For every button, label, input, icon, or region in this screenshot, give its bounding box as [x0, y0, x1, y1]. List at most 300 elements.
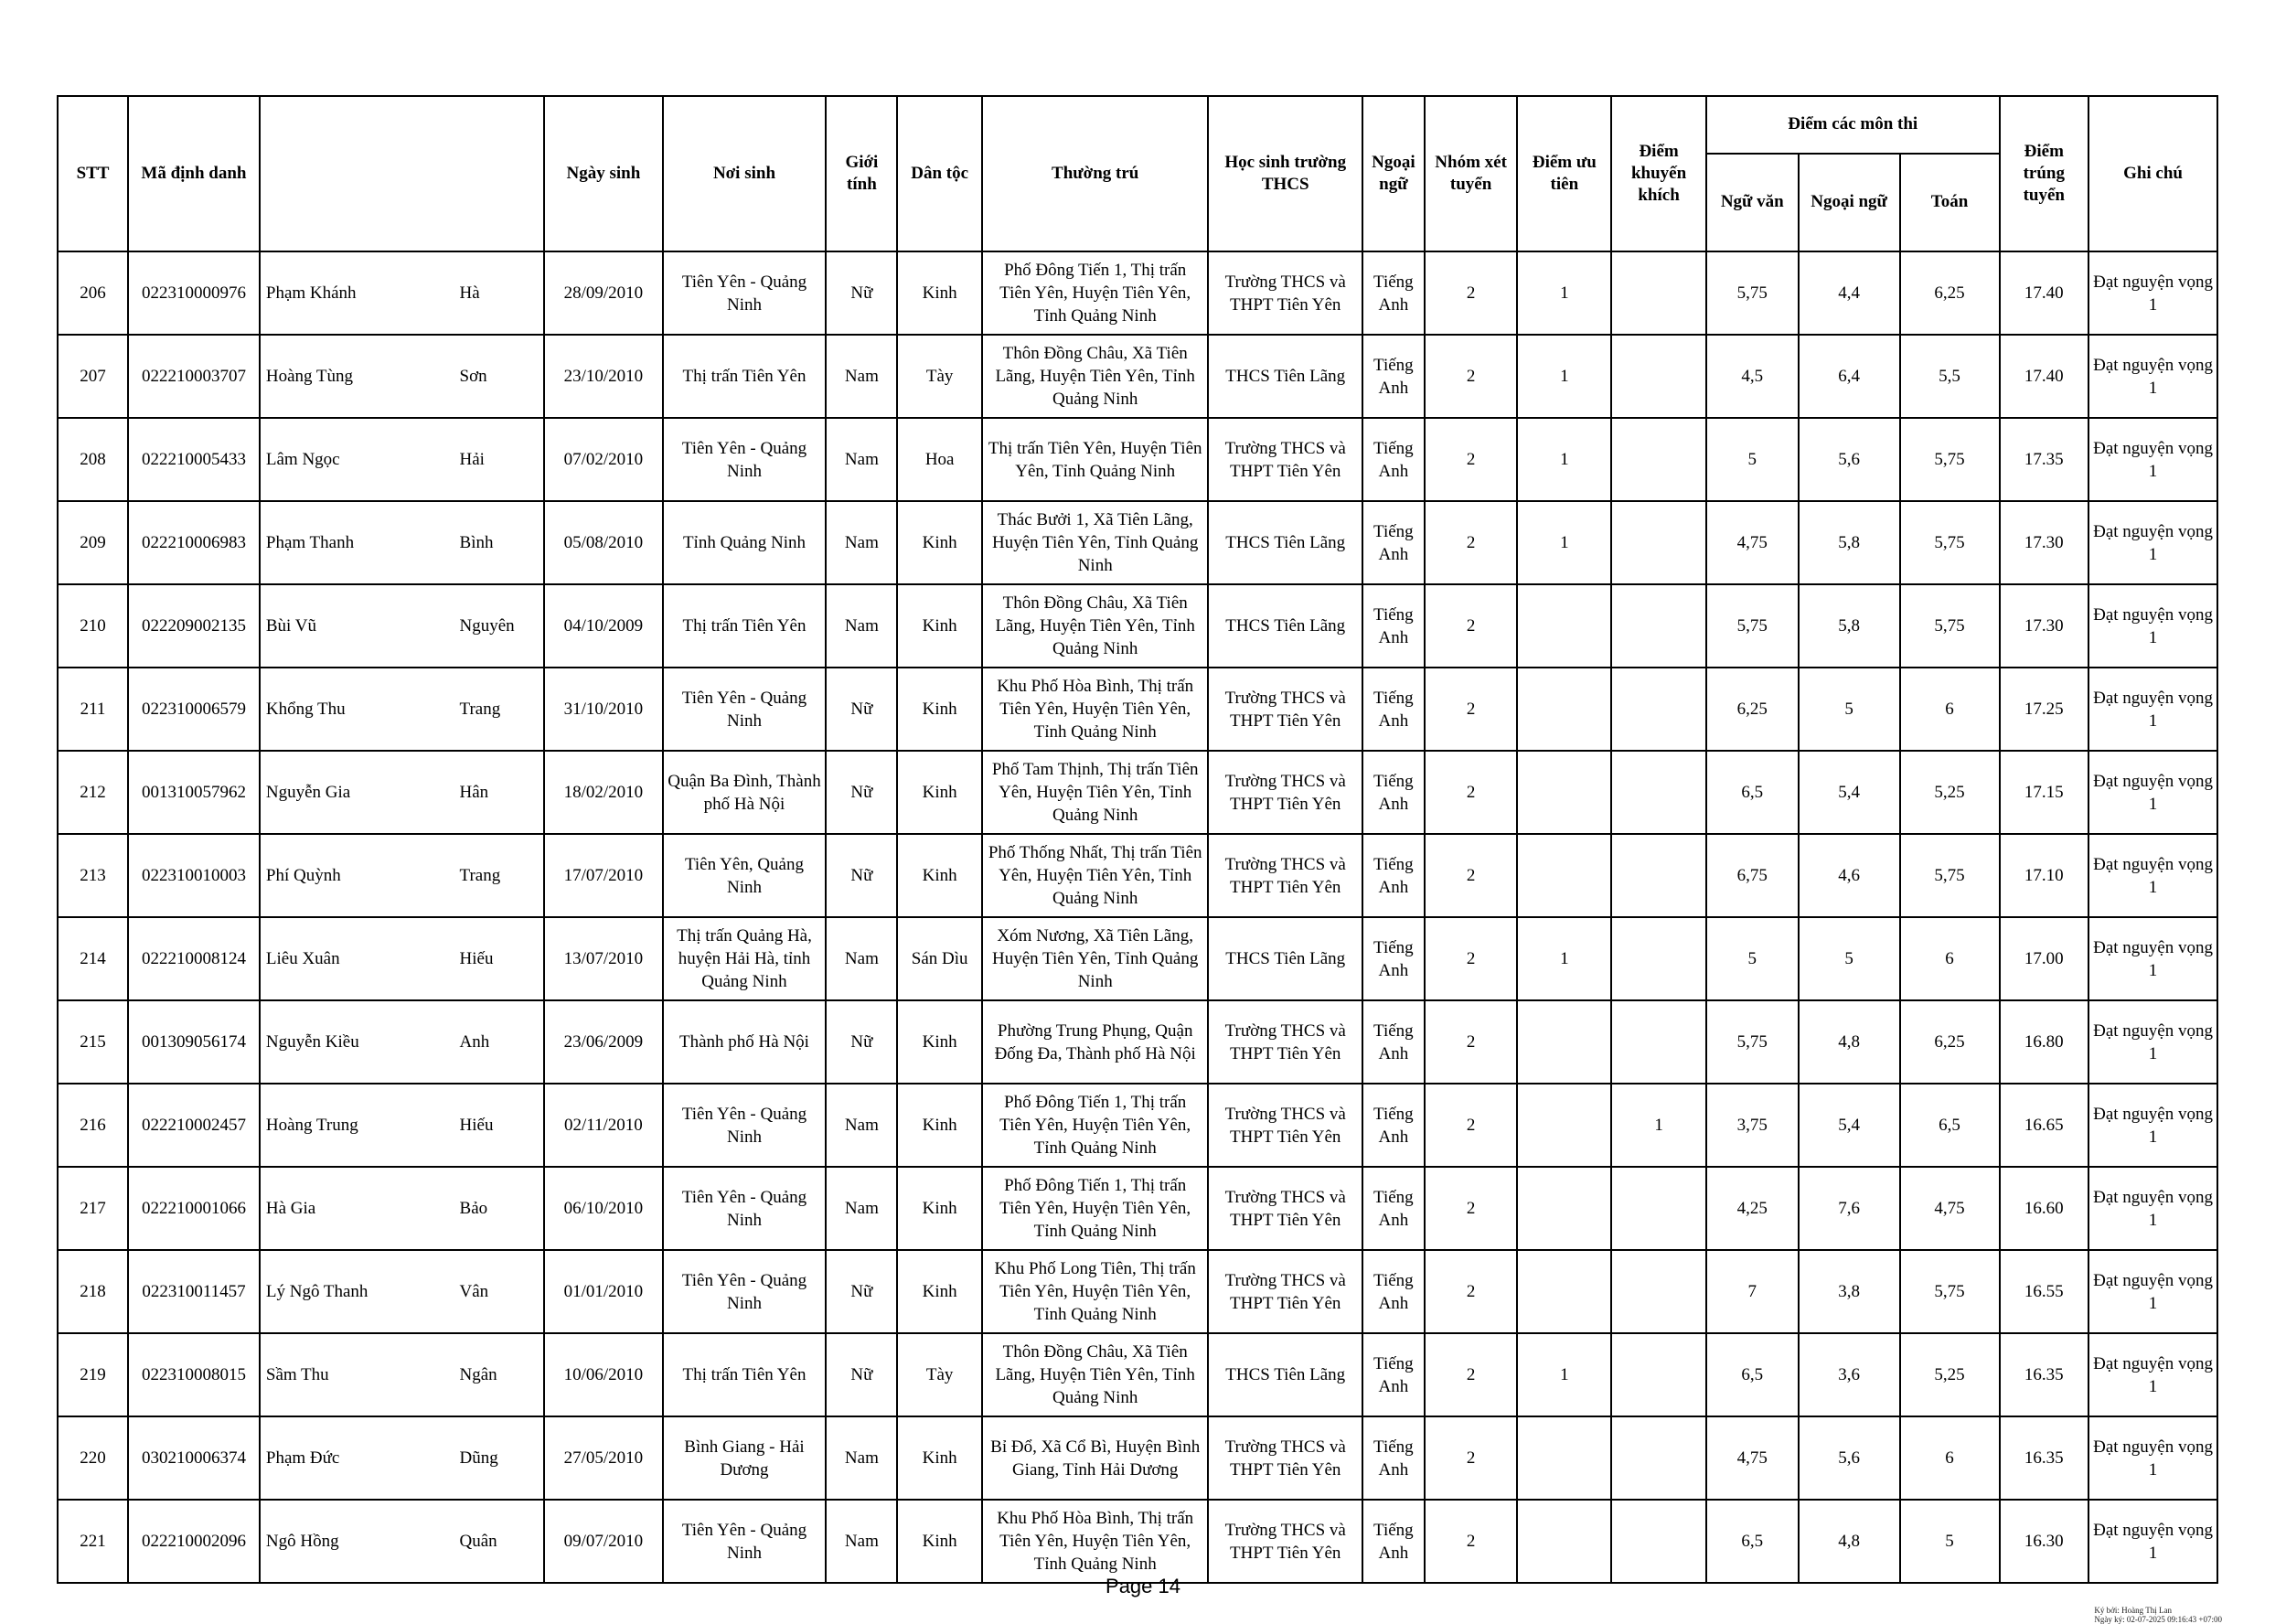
cell-ma-dinh-danh: 022210002457: [128, 1084, 260, 1167]
cell-hoc-sinh-truong: THCS Tiên Lãng: [1208, 584, 1362, 668]
cell-thuong-tru: Bỉ Đổ, Xã Cổ Bì, Huyện Bình Giang, Tỉnh Hải Dương: [982, 1416, 1209, 1500]
cell-ngu-van: 6,5: [1706, 1500, 1799, 1583]
cell-ghi-chu: Đạt nguyện vọng 1: [2088, 751, 2217, 834]
cell-dan-toc: Hoa: [897, 418, 981, 501]
cell-ten: Anh: [454, 1000, 545, 1084]
admission-results-table: [57, 95, 2218, 1584]
cell-diem-khuyen-khich: 1: [1611, 1084, 1706, 1167]
cell-diem-uu-tien: 1: [1517, 418, 1611, 501]
cell-ngu-van: 6,5: [1706, 1333, 1799, 1416]
cell-noi-sinh: Thị trấn Tiên Yên: [663, 335, 827, 418]
cell-diem-uu-tien: [1517, 1500, 1611, 1583]
cell-thuong-tru: Phố Đông Tiến 1, Thị trấn Tiên Yên, Huyện Tiên Yên, Tỉnh Quảng Ninh: [982, 251, 1209, 335]
cell-stt: 216: [58, 1084, 128, 1167]
cell-hoc-sinh-truong: Trường THCS và THPT Tiên Yên: [1208, 418, 1362, 501]
cell-ghi-chu: Đạt nguyện vọng 1: [2088, 418, 2217, 501]
cell-ngoai-ngu: Tiếng Anh: [1362, 501, 1425, 584]
cell-ngay-sinh: 01/01/2010: [544, 1250, 662, 1333]
cell-toan: 5,75: [1900, 501, 2000, 584]
table-header: [58, 96, 2217, 251]
cell-ngoai-ngu-diem: 5: [1799, 917, 1900, 1000]
cell-ngu-van: 4,75: [1706, 1416, 1799, 1500]
cell-dan-toc: Tày: [897, 1333, 981, 1416]
cell-ten: Hiếu: [454, 917, 545, 1000]
cell-ma-dinh-danh: 022310000976: [128, 251, 260, 335]
cell-ngoai-ngu: Tiếng Anh: [1362, 335, 1425, 418]
cell-hoc-sinh-truong: Trường THCS và THPT Tiên Yên: [1208, 834, 1362, 917]
cell-dan-toc: Kinh: [897, 584, 981, 668]
header-diem-uu-tien: Điểm ưu tiên: [1517, 96, 1611, 251]
cell-ngay-sinh: 02/11/2010: [544, 1084, 662, 1167]
cell-ten: Dũng: [454, 1416, 545, 1500]
cell-gioi-tinh: Nam: [826, 917, 897, 1000]
cell-diem-khuyen-khich: [1611, 1416, 1706, 1500]
cell-ngoai-ngu: Tiếng Anh: [1362, 584, 1425, 668]
cell-diem-uu-tien: 1: [1517, 251, 1611, 335]
cell-gioi-tinh: Nam: [826, 335, 897, 418]
table-row: [58, 1333, 2217, 1416]
header-gioi-tinh: Giới tính: [826, 96, 897, 251]
cell-diem-uu-tien: [1517, 1000, 1611, 1084]
cell-ghi-chu: Đạt nguyện vọng 1: [2088, 917, 2217, 1000]
cell-ngu-van: 5,75: [1706, 584, 1799, 668]
cell-dan-toc: Kinh: [897, 834, 981, 917]
cell-toan: 5,75: [1900, 1250, 2000, 1333]
cell-noi-sinh: Tiên Yên - Quảng Ninh: [663, 251, 827, 335]
page-number: Page 14: [1106, 1575, 1180, 1597]
cell-diem-trung-tuyen: 17.15: [2000, 751, 2089, 834]
cell-ngoai-ngu-diem: 7,6: [1799, 1167, 1900, 1250]
cell-nhom-xet-tuyen: 2: [1425, 834, 1518, 917]
cell-ma-dinh-danh: 022210008124: [128, 917, 260, 1000]
cell-toan: 5,25: [1900, 751, 2000, 834]
header-ma-dinh-danh: Mã định danh: [128, 96, 260, 251]
cell-diem-uu-tien: [1517, 1084, 1611, 1167]
cell-ma-dinh-danh: 022310006579: [128, 668, 260, 751]
cell-ngoai-ngu-diem: 5,8: [1799, 501, 1900, 584]
cell-nhom-xet-tuyen: 2: [1425, 335, 1518, 418]
cell-ngoai-ngu-diem: 3,8: [1799, 1250, 1900, 1333]
table-body: [58, 251, 2217, 1583]
cell-thuong-tru: Khu Phố Hòa Bình, Thị trấn Tiên Yên, Huyện Tiên Yên, Tỉnh Quảng Ninh: [982, 1500, 1209, 1583]
table-row: [58, 917, 2217, 1000]
cell-thuong-tru: Thị trấn Tiên Yên, Huyện Tiên Yên, Tỉnh Quảng Ninh: [982, 418, 1209, 501]
cell-gioi-tinh: Nữ: [826, 668, 897, 751]
digital-signature: [2094, 1606, 2222, 1624]
cell-ten: Hải: [454, 418, 545, 501]
cell-ngu-van: 4,25: [1706, 1167, 1799, 1250]
cell-toan: 5,75: [1900, 418, 2000, 501]
cell-ngoai-ngu-diem: 5,4: [1799, 1084, 1900, 1167]
table-row: [58, 418, 2217, 501]
cell-ngay-sinh: 07/02/2010: [544, 418, 662, 501]
cell-ngay-sinh: 09/07/2010: [544, 1500, 662, 1583]
cell-ho: Hoàng Trung: [260, 1084, 454, 1167]
cell-thuong-tru: Xóm Nương, Xã Tiên Lãng, Huyện Tiên Yên, Tỉnh Quảng Ninh: [982, 917, 1209, 1000]
cell-ngoai-ngu-diem: 5,6: [1799, 418, 1900, 501]
cell-ngoai-ngu: Tiếng Anh: [1362, 1000, 1425, 1084]
cell-ngu-van: 5: [1706, 917, 1799, 1000]
cell-diem-khuyen-khich: [1611, 335, 1706, 418]
cell-hoc-sinh-truong: Trường THCS và THPT Tiên Yên: [1208, 751, 1362, 834]
cell-nhom-xet-tuyen: 2: [1425, 251, 1518, 335]
cell-toan: 4,75: [1900, 1167, 2000, 1250]
cell-dan-toc: Kinh: [897, 1084, 981, 1167]
cell-ho: Liêu Xuân: [260, 917, 454, 1000]
cell-diem-khuyen-khich: [1611, 251, 1706, 335]
cell-ngay-sinh: 23/06/2009: [544, 1000, 662, 1084]
cell-diem-uu-tien: [1517, 1167, 1611, 1250]
cell-ngu-van: 3,75: [1706, 1084, 1799, 1167]
cell-nhom-xet-tuyen: 2: [1425, 917, 1518, 1000]
cell-dan-toc: Sán Dìu: [897, 917, 981, 1000]
cell-nhom-xet-tuyen: 2: [1425, 418, 1518, 501]
cell-ngay-sinh: 23/10/2010: [544, 335, 662, 418]
header-toan: Toán: [1900, 154, 2000, 251]
table-row: [58, 501, 2217, 584]
cell-nhom-xet-tuyen: 2: [1425, 1084, 1518, 1167]
table-row: [58, 1250, 2217, 1333]
cell-ma-dinh-danh: 022210005433: [128, 418, 260, 501]
cell-nhom-xet-tuyen: 2: [1425, 1333, 1518, 1416]
cell-ho: Nguyễn Gia: [260, 751, 454, 834]
cell-diem-khuyen-khich: [1611, 1333, 1706, 1416]
cell-diem-uu-tien: [1517, 751, 1611, 834]
cell-diem-trung-tuyen: 16.60: [2000, 1167, 2089, 1250]
cell-diem-khuyen-khich: [1611, 668, 1706, 751]
cell-ten: Trang: [454, 834, 545, 917]
cell-diem-khuyen-khich: [1611, 418, 1706, 501]
cell-diem-uu-tien: 1: [1517, 501, 1611, 584]
cell-ngoai-ngu: Tiếng Anh: [1362, 1416, 1425, 1500]
cell-gioi-tinh: Nữ: [826, 1250, 897, 1333]
cell-ho: Sầm Thu: [260, 1333, 454, 1416]
cell-noi-sinh: Thị trấn Tiên Yên: [663, 584, 827, 668]
cell-ngay-sinh: 18/02/2010: [544, 751, 662, 834]
cell-ten: Hiếu: [454, 1084, 545, 1167]
cell-stt: 209: [58, 501, 128, 584]
cell-toan: 6: [1900, 668, 2000, 751]
cell-ngu-van: 5,75: [1706, 251, 1799, 335]
cell-diem-uu-tien: [1517, 834, 1611, 917]
cell-ngu-van: 6,75: [1706, 834, 1799, 917]
cell-stt: 211: [58, 668, 128, 751]
header-diem-cac-mon-thi: Điểm các môn thi: [1706, 96, 2000, 154]
table-row: [58, 834, 2217, 917]
cell-noi-sinh: Tiên Yên - Quảng Ninh: [663, 1500, 827, 1583]
cell-nhom-xet-tuyen: 2: [1425, 1500, 1518, 1583]
cell-ngoai-ngu-diem: 5: [1799, 668, 1900, 751]
cell-diem-uu-tien: [1517, 668, 1611, 751]
cell-gioi-tinh: Nữ: [826, 1333, 897, 1416]
cell-ngay-sinh: 31/10/2010: [544, 668, 662, 751]
cell-toan: 5,25: [1900, 1333, 2000, 1416]
cell-ma-dinh-danh: 001310057962: [128, 751, 260, 834]
cell-ten: Sơn: [454, 335, 545, 418]
cell-dan-toc: Kinh: [897, 501, 981, 584]
cell-stt: 215: [58, 1000, 128, 1084]
cell-nhom-xet-tuyen: 2: [1425, 1250, 1518, 1333]
cell-ghi-chu: Đạt nguyện vọng 1: [2088, 1416, 2217, 1500]
cell-ngay-sinh: 05/08/2010: [544, 501, 662, 584]
cell-ho: Bùi Vũ: [260, 584, 454, 668]
cell-ghi-chu: Đạt nguyện vọng 1: [2088, 584, 2217, 668]
cell-diem-trung-tuyen: 17.00: [2000, 917, 2089, 1000]
cell-gioi-tinh: Nam: [826, 418, 897, 501]
header-ngoai-ngu-mon: Ngoại ngữ: [1799, 154, 1900, 251]
cell-ghi-chu: Đạt nguyện vọng 1: [2088, 1333, 2217, 1416]
cell-diem-trung-tuyen: 17.10: [2000, 834, 2089, 917]
cell-ma-dinh-danh: 022210002096: [128, 1500, 260, 1583]
cell-diem-khuyen-khich: [1611, 1000, 1706, 1084]
header-ho-va-ten: [260, 96, 544, 251]
cell-ho: Nguyễn Kiều: [260, 1000, 454, 1084]
cell-ten: Hà: [454, 251, 545, 335]
cell-hoc-sinh-truong: Trường THCS và THPT Tiên Yên: [1208, 1416, 1362, 1500]
cell-stt: 219: [58, 1333, 128, 1416]
cell-ghi-chu: Đạt nguyện vọng 1: [2088, 1000, 2217, 1084]
table-row: [58, 1167, 2217, 1250]
cell-diem-khuyen-khich: [1611, 584, 1706, 668]
cell-ngu-van: 4,75: [1706, 501, 1799, 584]
cell-noi-sinh: Tiên Yên - Quảng Ninh: [663, 418, 827, 501]
cell-ho: Phạm Thanh: [260, 501, 454, 584]
cell-ho: Lâm Ngọc: [260, 418, 454, 501]
cell-ngay-sinh: 28/09/2010: [544, 251, 662, 335]
cell-diem-uu-tien: 1: [1517, 1333, 1611, 1416]
cell-dan-toc: Kinh: [897, 1000, 981, 1084]
cell-ghi-chu: Đạt nguyện vọng 1: [2088, 1084, 2217, 1167]
cell-nhom-xet-tuyen: 2: [1425, 1167, 1518, 1250]
header-thuong-tru: Thường trú: [982, 96, 1209, 251]
cell-thuong-tru: Phố Đông Tiến 1, Thị trấn Tiên Yên, Huyện Tiên Yên, Tỉnh Quảng Ninh: [982, 1167, 1209, 1250]
cell-thuong-tru: Khu Phố Long Tiên, Thị trấn Tiên Yên, Huyện Tiên Yên, Tỉnh Quảng Ninh: [982, 1250, 1209, 1333]
cell-ngoai-ngu-diem: 4,6: [1799, 834, 1900, 917]
cell-ngay-sinh: 27/05/2010: [544, 1416, 662, 1500]
cell-toan: 5,75: [1900, 834, 2000, 917]
cell-ghi-chu: Đạt nguyện vọng 1: [2088, 1500, 2217, 1583]
cell-ngay-sinh: 06/10/2010: [544, 1167, 662, 1250]
cell-diem-trung-tuyen: 16.30: [2000, 1500, 2089, 1583]
cell-dan-toc: Kinh: [897, 751, 981, 834]
cell-hoc-sinh-truong: Trường THCS và THPT Tiên Yên: [1208, 1500, 1362, 1583]
cell-dan-toc: Kinh: [897, 668, 981, 751]
cell-diem-khuyen-khich: [1611, 917, 1706, 1000]
cell-dan-toc: Kinh: [897, 1167, 981, 1250]
cell-hoc-sinh-truong: THCS Tiên Lãng: [1208, 335, 1362, 418]
cell-ngu-van: 6,25: [1706, 668, 1799, 751]
cell-diem-khuyen-khich: [1611, 501, 1706, 584]
cell-gioi-tinh: Nam: [826, 1500, 897, 1583]
cell-ngu-van: 5,75: [1706, 1000, 1799, 1084]
cell-ho: Ngô Hồng: [260, 1500, 454, 1583]
cell-noi-sinh: Quận Ba Đình, Thành phố Hà Nội: [663, 751, 827, 834]
cell-diem-khuyen-khich: [1611, 751, 1706, 834]
cell-gioi-tinh: Nam: [826, 1167, 897, 1250]
cell-ngoai-ngu: Tiếng Anh: [1362, 1084, 1425, 1167]
cell-thuong-tru: Thác Bưởi 1, Xã Tiên Lãng, Huyện Tiên Yên, Tỉnh Quảng Ninh: [982, 501, 1209, 584]
cell-ngoai-ngu: Tiếng Anh: [1362, 917, 1425, 1000]
cell-stt: 206: [58, 251, 128, 335]
cell-stt: 214: [58, 917, 128, 1000]
cell-ngoai-ngu-diem: 5,4: [1799, 751, 1900, 834]
cell-thuong-tru: Thôn Đồng Châu, Xã Tiên Lãng, Huyện Tiên Yên, Tỉnh Quảng Ninh: [982, 335, 1209, 418]
cell-ten: Ngân: [454, 1333, 545, 1416]
cell-diem-trung-tuyen: 16.80: [2000, 1000, 2089, 1084]
cell-diem-trung-tuyen: 16.35: [2000, 1333, 2089, 1416]
cell-dan-toc: Kinh: [897, 1250, 981, 1333]
cell-diem-trung-tuyen: 17.40: [2000, 335, 2089, 418]
cell-ngoai-ngu: Tiếng Anh: [1362, 251, 1425, 335]
cell-toan: 5,5: [1900, 335, 2000, 418]
header-ngoai-ngu: Ngoại ngữ: [1362, 96, 1425, 251]
header-dan-toc: Dân tộc: [897, 96, 981, 251]
cell-diem-trung-tuyen: 17.35: [2000, 418, 2089, 501]
header-diem-khuyen-khich: Điểm khuyến khích: [1611, 96, 1706, 251]
cell-gioi-tinh: Nam: [826, 584, 897, 668]
cell-stt: 210: [58, 584, 128, 668]
cell-nhom-xet-tuyen: 2: [1425, 751, 1518, 834]
cell-dan-toc: Kinh: [897, 251, 981, 335]
cell-ma-dinh-danh: 022310011457: [128, 1250, 260, 1333]
table-row: [58, 1000, 2217, 1084]
cell-diem-khuyen-khich: [1611, 1167, 1706, 1250]
cell-diem-trung-tuyen: 17.30: [2000, 501, 2089, 584]
cell-toan: 6,25: [1900, 251, 2000, 335]
cell-ten: Vân: [454, 1250, 545, 1333]
cell-noi-sinh: Thị trấn Tiên Yên: [663, 1333, 827, 1416]
header-ghi-chu: Ghi chú: [2088, 96, 2217, 251]
cell-noi-sinh: Tiên Yên, Quảng Ninh: [663, 834, 827, 917]
header-diem-trung-tuyen: Điểm trúng tuyển: [2000, 96, 2089, 251]
cell-ten: Quân: [454, 1500, 545, 1583]
cell-ma-dinh-danh: 001309056174: [128, 1000, 260, 1084]
table-row: [58, 584, 2217, 668]
header-hoc-sinh-truong: Học sinh trường THCS: [1208, 96, 1362, 251]
cell-diem-khuyen-khich: [1611, 834, 1706, 917]
cell-diem-uu-tien: [1517, 1250, 1611, 1333]
cell-diem-khuyen-khich: [1611, 1500, 1706, 1583]
cell-noi-sinh: Thành phố Hà Nội: [663, 1000, 827, 1084]
cell-ho: Khổng Thu: [260, 668, 454, 751]
cell-diem-trung-tuyen: 16.65: [2000, 1084, 2089, 1167]
cell-ho: Phạm Khánh: [260, 251, 454, 335]
cell-ngoai-ngu: Tiếng Anh: [1362, 1333, 1425, 1416]
cell-ngu-van: 7: [1706, 1250, 1799, 1333]
cell-toan: 6: [1900, 1416, 2000, 1500]
cell-thuong-tru: Thôn Đồng Châu, Xã Tiên Lãng, Huyện Tiên Yên, Tỉnh Quảng Ninh: [982, 1333, 1209, 1416]
cell-noi-sinh: Tỉnh Quảng Ninh: [663, 501, 827, 584]
cell-ma-dinh-danh: 022310008015: [128, 1333, 260, 1416]
cell-noi-sinh: Tiên Yên - Quảng Ninh: [663, 1167, 827, 1250]
cell-hoc-sinh-truong: Trường THCS và THPT Tiên Yên: [1208, 1084, 1362, 1167]
cell-stt: 221: [58, 1500, 128, 1583]
cell-ngoai-ngu: Tiếng Anh: [1362, 1167, 1425, 1250]
cell-hoc-sinh-truong: THCS Tiên Lãng: [1208, 501, 1362, 584]
cell-gioi-tinh: Nam: [826, 1416, 897, 1500]
cell-ghi-chu: Đạt nguyện vọng 1: [2088, 335, 2217, 418]
cell-hoc-sinh-truong: Trường THCS và THPT Tiên Yên: [1208, 668, 1362, 751]
cell-diem-uu-tien: 1: [1517, 335, 1611, 418]
header-stt: STT: [58, 96, 128, 251]
cell-ngu-van: 4,5: [1706, 335, 1799, 418]
cell-nhom-xet-tuyen: 2: [1425, 1416, 1518, 1500]
cell-stt: 220: [58, 1416, 128, 1500]
cell-hoc-sinh-truong: Trường THCS và THPT Tiên Yên: [1208, 1250, 1362, 1333]
cell-stt: 213: [58, 834, 128, 917]
header-nhom-xet-tuyen: Nhóm xét tuyển: [1425, 96, 1518, 251]
cell-diem-trung-tuyen: 17.40: [2000, 251, 2089, 335]
cell-diem-uu-tien: [1517, 1416, 1611, 1500]
cell-ngoai-ngu-diem: 3,6: [1799, 1333, 1900, 1416]
cell-ngoai-ngu: Tiếng Anh: [1362, 668, 1425, 751]
cell-thuong-tru: Khu Phố Hòa Bình, Thị trấn Tiên Yên, Huyện Tiên Yên, Tỉnh Quảng Ninh: [982, 668, 1209, 751]
cell-diem-uu-tien: [1517, 584, 1611, 668]
cell-stt: 217: [58, 1167, 128, 1250]
cell-ngay-sinh: 04/10/2009: [544, 584, 662, 668]
cell-ho: Lý Ngô Thanh: [260, 1250, 454, 1333]
cell-thuong-tru: Phố Thống Nhất, Thị trấn Tiên Yên, Huyện Tiên Yên, Tỉnh Quảng Ninh: [982, 834, 1209, 917]
cell-gioi-tinh: Nữ: [826, 251, 897, 335]
cell-ngoai-ngu-diem: 5,6: [1799, 1416, 1900, 1500]
cell-ngoai-ngu: Tiếng Anh: [1362, 834, 1425, 917]
cell-nhom-xet-tuyen: 2: [1425, 584, 1518, 668]
cell-diem-uu-tien: 1: [1517, 917, 1611, 1000]
header-noi-sinh: Nơi sinh: [663, 96, 827, 251]
cell-gioi-tinh: Nam: [826, 501, 897, 584]
cell-stt: 218: [58, 1250, 128, 1333]
cell-thuong-tru: Thôn Đồng Châu, Xã Tiên Lãng, Huyện Tiên Yên, Tỉnh Quảng Ninh: [982, 584, 1209, 668]
cell-stt: 212: [58, 751, 128, 834]
cell-diem-trung-tuyen: 17.30: [2000, 584, 2089, 668]
cell-thuong-tru: Phường Trung Phụng, Quận Đống Đa, Thành phố Hà Nội: [982, 1000, 1209, 1084]
cell-toan: 5,75: [1900, 584, 2000, 668]
cell-gioi-tinh: Nam: [826, 1084, 897, 1167]
cell-ten: Trang: [454, 668, 545, 751]
cell-ho: Hà Gia: [260, 1167, 454, 1250]
cell-noi-sinh: Tiên Yên - Quảng Ninh: [663, 668, 827, 751]
cell-ngoai-ngu: Tiếng Anh: [1362, 751, 1425, 834]
cell-ten: Bảo: [454, 1167, 545, 1250]
cell-ngoai-ngu-diem: 4,4: [1799, 251, 1900, 335]
cell-ten: Hân: [454, 751, 545, 834]
cell-ngoai-ngu-diem: 6,4: [1799, 335, 1900, 418]
cell-nhom-xet-tuyen: 2: [1425, 668, 1518, 751]
cell-toan: 5: [1900, 1500, 2000, 1583]
cell-ma-dinh-danh: 030210006374: [128, 1416, 260, 1500]
table-row: [58, 335, 2217, 418]
cell-ho: Hoàng Tùng: [260, 335, 454, 418]
table-row: [58, 251, 2217, 335]
header-ngay-sinh: Ngày sinh: [544, 96, 662, 251]
cell-gioi-tinh: Nữ: [826, 751, 897, 834]
cell-ma-dinh-danh: 022210003707: [128, 335, 260, 418]
cell-noi-sinh: Tiên Yên - Quảng Ninh: [663, 1084, 827, 1167]
cell-ghi-chu: Đạt nguyện vọng 1: [2088, 834, 2217, 917]
cell-ghi-chu: Đạt nguyện vọng 1: [2088, 501, 2217, 584]
cell-noi-sinh: Tiên Yên - Quảng Ninh: [663, 1250, 827, 1333]
cell-hoc-sinh-truong: THCS Tiên Lãng: [1208, 1333, 1362, 1416]
cell-noi-sinh: Bình Giang - Hải Dương: [663, 1416, 827, 1500]
cell-ten: Nguyên: [454, 584, 545, 668]
table-row: [58, 1416, 2217, 1500]
cell-ngoai-ngu-diem: 4,8: [1799, 1000, 1900, 1084]
cell-ngoai-ngu-diem: 5,8: [1799, 584, 1900, 668]
cell-ngoai-ngu: Tiếng Anh: [1362, 418, 1425, 501]
cell-nhom-xet-tuyen: 2: [1425, 1000, 1518, 1084]
cell-ma-dinh-danh: 022209002135: [128, 584, 260, 668]
signed-date: Ngày ký: 02-07-2025 09:16:43 +07:00: [2094, 1615, 2222, 1624]
